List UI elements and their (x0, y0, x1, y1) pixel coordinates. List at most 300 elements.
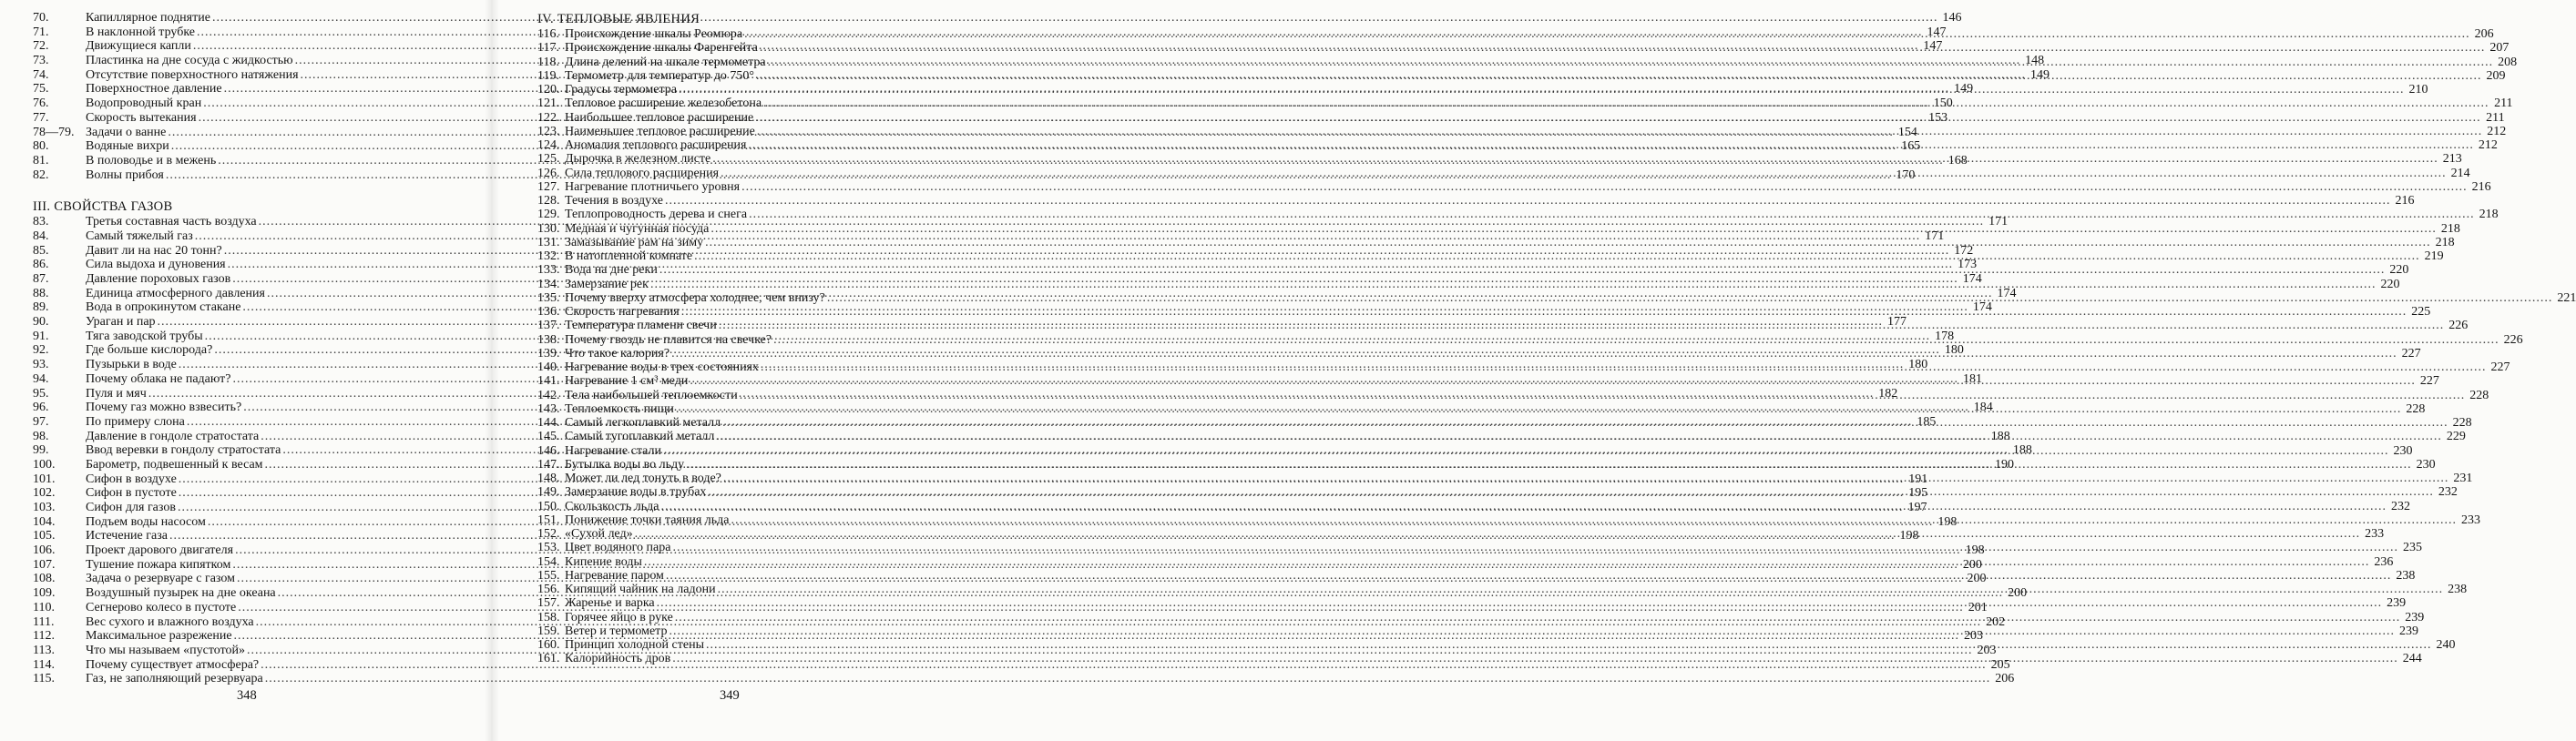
entry-page: 210 (2408, 83, 2428, 96)
entry-number: 93. (33, 358, 49, 372)
dot-leader (644, 555, 2370, 569)
entry-title: Подъем воды насосом (86, 514, 206, 529)
entry-title: Капиллярное поднятие (86, 11, 210, 25)
dot-leader (661, 500, 2387, 513)
entry-page: 201 (1968, 600, 1988, 614)
entry-title: Медная и чугунная посуда (565, 221, 710, 236)
dot-leader (755, 111, 2481, 125)
entry-number: 107. (33, 557, 56, 572)
entry-title: Кипение воды (565, 554, 642, 569)
entry-page: 239 (2387, 596, 2407, 611)
entry-title: Максимальное разрежение (86, 629, 232, 644)
dot-leader (760, 41, 2486, 55)
entry-number: 159. (537, 624, 560, 638)
dot-leader (657, 596, 2383, 610)
dot-leader (706, 638, 2432, 652)
dot-leader (757, 125, 2483, 138)
entry-page: 218 (2440, 221, 2460, 236)
entry-page: 227 (2490, 360, 2510, 374)
entry-number: 110. (33, 600, 55, 614)
dot-leader (669, 624, 2395, 638)
entry-page: 147 (1927, 25, 1947, 39)
entry-number: 106. (33, 543, 56, 558)
entry-number: 99. (33, 443, 49, 458)
entry-page: 219 (2424, 249, 2444, 263)
entry-number: 115. (33, 672, 55, 686)
entry-number: 78—79. (33, 125, 75, 139)
entry-title: Где больше кислорода? (86, 343, 213, 358)
entry-number: 118. (537, 55, 559, 69)
entry-page: 149 (1954, 82, 1974, 96)
entry-number: 73. (33, 54, 49, 68)
entry-title: Почему существует атмосфера? (86, 657, 260, 672)
entry-title: Давит ли на нас 20 тонн? (86, 243, 222, 258)
entry-number: 94. (33, 371, 49, 386)
entry-number: 126. (537, 166, 560, 180)
entry-number: 88. (33, 286, 49, 300)
dot-leader (671, 347, 2397, 360)
entry-title: Длина делений на шкале термометра (565, 55, 766, 69)
entry-number: 156. (537, 583, 560, 596)
dot-leader (827, 291, 2553, 305)
entry-title: Тела наибольшей теплоемкости (565, 388, 738, 402)
entry-page: 229 (2446, 430, 2466, 444)
dot-leader (635, 527, 2361, 541)
entry-title: Градусы термометра (565, 83, 677, 96)
dot-leader (756, 69, 2482, 83)
entry-number: 120. (537, 83, 560, 96)
entry-page: 148 (2025, 54, 2045, 68)
entry-page: 239 (2398, 624, 2418, 638)
entry-title: Сифон в пустоте (86, 486, 177, 501)
entry-title: Происхождение шкалы Реомюра (565, 27, 743, 41)
toc-entry (33, 672, 2015, 686)
entry-title: Проект дарового двигателя (86, 543, 234, 558)
entry-page: 198 (1899, 529, 1919, 543)
entry-number: 100. (33, 457, 56, 472)
entry-number: 82. (33, 167, 49, 182)
entry-page: 147 (1923, 39, 1943, 54)
entry-title: Вода на дне реки (565, 263, 658, 278)
entry-number: 142. (537, 388, 560, 402)
entry-number: 102. (33, 486, 56, 501)
entry-page: 173 (1958, 258, 1978, 272)
entry-title: Почему облака не падают? (86, 371, 231, 386)
entry-number: 127. (537, 179, 560, 194)
entry-page: 202 (1986, 614, 2006, 629)
entry-title: Водяные вихри (86, 139, 169, 154)
entry-title: Теплоемкость пищи (565, 401, 674, 416)
dot-leader (665, 194, 2391, 208)
entry-page: 168 (1947, 153, 1968, 167)
dot-leader (768, 56, 2494, 69)
dot-leader (212, 11, 1938, 25)
entry-number: 139. (537, 346, 560, 360)
entry-page: 200 (1967, 572, 1987, 586)
entry-page: 153 (1928, 110, 1948, 125)
entry-number: 84. (33, 228, 49, 243)
entry-title: Почему гвоздь не плавится на свечке? (565, 332, 772, 347)
entry-title: Вода в опрокинутом стакане (86, 300, 241, 315)
entry-page: 208 (2498, 55, 2518, 69)
entry-number: 130. (537, 221, 560, 236)
entry-page: 232 (2438, 485, 2458, 500)
entry-page: 195 (1908, 486, 1928, 501)
entry-page: 149 (2030, 67, 2050, 82)
entry-number: 151. (537, 513, 560, 527)
dot-leader (749, 208, 2475, 221)
entry-title: Замерзание воды в трубах (565, 485, 707, 500)
entry-page: 207 (2489, 41, 2510, 56)
entry-number: 128. (537, 194, 560, 208)
entry-title: Калорийность дров (565, 652, 671, 666)
dot-leader (686, 458, 2412, 472)
dot-leader (744, 27, 2470, 41)
entry-title: Происхождение шкалы Фаренгейта (565, 41, 758, 56)
entry-page: 239 (2405, 610, 2425, 624)
dot-leader (650, 278, 2377, 291)
entry-number: 153. (537, 541, 560, 555)
dot-leader (681, 305, 2407, 319)
entry-page: 198 (1937, 514, 1958, 529)
entry-number: 104. (33, 514, 56, 529)
dot-leader (719, 319, 2445, 332)
entry-number: 89. (33, 300, 49, 315)
entry-number: 121. (537, 96, 560, 111)
dot-leader (672, 652, 2398, 665)
entry-page: 225 (2411, 305, 2431, 319)
entry-page: 203 (1964, 629, 1984, 644)
entry-page: 233 (2460, 513, 2480, 527)
entry-number: 77. (33, 110, 49, 125)
entry-number: 131. (537, 235, 560, 249)
entry-number: 74. (33, 67, 49, 82)
entry-number: 92. (33, 343, 49, 358)
entry-page: 184 (1973, 401, 1993, 415)
entry-page: 181 (1963, 371, 1982, 386)
dot-leader (763, 96, 2489, 110)
entry-page: 244 (2402, 652, 2422, 666)
dot-leader (721, 167, 2447, 180)
dot-leader (708, 485, 2434, 499)
entry-page: 180 (1944, 343, 1964, 358)
entry-title: Ввод веревки в гондолу стратостата (86, 443, 281, 458)
entry-title: Задачи о ванне (86, 125, 167, 139)
entry-number: 109. (33, 586, 56, 601)
entry-page: 214 (2450, 166, 2470, 180)
entry-title: Пластинка на дне сосуда с жидкостью (86, 54, 293, 68)
entry-title: Горячее яйцо в руке (565, 610, 673, 624)
entry-title: Нагревание воды в трех состояниях (565, 360, 759, 374)
toc-entry (537, 194, 2415, 208)
entry-title: Аномалия теплового расширения (565, 138, 747, 152)
dot-leader (748, 138, 2474, 152)
dot-leader (672, 541, 2398, 554)
dot-leader (741, 180, 2468, 194)
entry-page: 171 (1925, 228, 1945, 243)
dot-leader (718, 583, 2444, 596)
entry-title: Что такое калория? (565, 346, 670, 360)
entry-page: 188 (2012, 443, 2032, 458)
entry-title: Что мы называем «пустотой» (86, 643, 246, 657)
entry-page: 227 (2419, 374, 2439, 389)
entry-title: Понижение точки таяния льда (565, 513, 730, 527)
entry-number: 111. (33, 614, 55, 629)
entry-page: 211 (2494, 96, 2513, 111)
entry-number: 148. (537, 472, 560, 485)
dot-leader (694, 249, 2420, 263)
entry-page: 180 (1908, 358, 1928, 372)
entry-page: 226 (2503, 332, 2523, 347)
toc-entry (537, 179, 2491, 194)
entry-page: 209 (2486, 68, 2506, 83)
entry-number: 114. (33, 657, 55, 672)
dot-leader (731, 513, 2457, 527)
entry-number: 91. (33, 329, 49, 343)
entry-page: 154 (1897, 125, 1917, 139)
entry-title: Замазывание рам на зиму (565, 235, 704, 249)
entry-number: 75. (33, 82, 49, 96)
section-title-thermal: IV. ТЕПЛОВЫЕ ЯВЛЕНИЯ (537, 12, 700, 26)
entry-title: Скорость нагревания (565, 305, 680, 319)
entry-number: 122. (537, 110, 560, 125)
entry-title: Цвет водяного пара (565, 541, 671, 555)
entry-title: Барометр, подвешенный к весам (86, 457, 263, 472)
entry-page: 228 (2452, 416, 2472, 430)
entry-number: 95. (33, 386, 49, 401)
entry-title: Вес сухого и влажного воздуха (86, 614, 254, 629)
entry-page: 218 (2479, 208, 2499, 222)
entry-number: 133. (537, 263, 560, 278)
entry-title: Поверхностное давление (86, 82, 222, 96)
entry-title: «Сухой лед» (565, 527, 633, 541)
entry-number: 124. (537, 138, 560, 152)
entry-number: 141. (537, 374, 560, 389)
entry-number: 161. (537, 652, 560, 666)
entry-title: Нагревание паром (565, 568, 664, 583)
entry-title: Самый тугоплавкий металл (565, 430, 715, 444)
entry-number: 125. (537, 152, 560, 167)
entry-page: 226 (2448, 319, 2469, 333)
entry-page: 174 (1972, 300, 1992, 315)
dot-leader (676, 402, 2402, 416)
entry-title: Отсутствие поверхностного натяжения (86, 67, 299, 82)
entry-number: 96. (33, 401, 49, 415)
entry-page: 231 (2453, 472, 2473, 485)
entry-title: Жаренье и варка (565, 596, 655, 611)
entry-title: Температура пламени свечи (565, 319, 717, 333)
entry-page: 227 (2401, 346, 2421, 360)
entry-page: 236 (2374, 554, 2394, 569)
entry-number: 132. (537, 249, 560, 263)
entry-title: Сифон для газов (86, 501, 176, 514)
entry-title: По примеру слона (86, 414, 185, 429)
entry-page: 213 (2442, 152, 2462, 167)
entry-number: 72. (33, 39, 49, 54)
entry-title: Волны прибоя (86, 167, 164, 182)
entry-title: Течения в воздухе (565, 194, 663, 208)
entry-number: 146. (537, 443, 560, 458)
entry-page: 174 (1997, 286, 2017, 300)
entry-title: Нагревание 1 см³ меди (565, 374, 689, 389)
entry-number: 97. (33, 414, 49, 429)
entry-number: 119. (537, 68, 559, 83)
entry-page: 221 (2557, 290, 2576, 305)
entry-number: 157. (537, 596, 560, 611)
dot-leader (722, 416, 2448, 430)
entry-page: 205 (1990, 657, 2010, 672)
entry-number: 138. (537, 332, 560, 347)
entry-page: 240 (2436, 638, 2456, 652)
entry-number: 136. (537, 305, 560, 319)
entry-page: 177 (1887, 315, 1907, 330)
entry-number: 147. (537, 457, 560, 472)
dot-leader (705, 236, 2431, 249)
entry-page: 182 (1878, 386, 1898, 401)
dot-leader (666, 569, 2392, 583)
entry-title: Задача о резервуаре с газом (86, 572, 235, 586)
entry-title: Самый легкоплавкий металл (565, 416, 721, 430)
entry-page: 165 (1901, 139, 1921, 154)
entry-title: Давление в гондоле стратостата (86, 429, 260, 443)
entry-title: Тепловое расширение железобетона (565, 96, 762, 111)
entry-number: 85. (33, 243, 49, 258)
entry-page: 216 (2395, 194, 2415, 208)
page-number-left: 348 (237, 688, 257, 703)
entry-page: 198 (1965, 543, 1985, 558)
entry-page: 172 (1954, 243, 1974, 258)
entry-page: 203 (1977, 643, 1997, 657)
entry-page: 178 (1935, 329, 1955, 343)
entry-title: Движущиеся капли (86, 39, 191, 54)
entry-page: 228 (2406, 401, 2426, 416)
entry-number: 137. (537, 319, 560, 333)
entry-page: 188 (1990, 429, 2010, 443)
entry-number: 80. (33, 139, 49, 154)
entry-number: 83. (33, 215, 49, 229)
entry-number: 117. (537, 41, 559, 56)
entry-number: 76. (33, 96, 49, 111)
entry-number: 101. (33, 472, 56, 486)
entry-title: Принцип холодной стены (565, 638, 704, 652)
entry-title: Нагревание плотничьего уровня (565, 179, 741, 194)
entry-page: 238 (2396, 568, 2416, 583)
entry-title: Истечение газа (86, 529, 168, 543)
entry-page: 150 (1933, 96, 1953, 111)
entry-number: 71. (33, 25, 49, 39)
entry-title: В половодье и в межень (86, 153, 217, 167)
entry-title: Пуля и мяч (86, 386, 147, 401)
entry-page: 220 (2389, 263, 2409, 278)
entry-page: 146 (1942, 11, 1962, 25)
entry-page: 206 (1995, 672, 2015, 686)
entry-page: 174 (1962, 272, 1982, 286)
entry-page: 200 (2008, 586, 2028, 601)
entry-number: 154. (537, 554, 560, 569)
entry-title: Газ, не заполняющий резервуара (86, 672, 263, 686)
entry-number: 145. (537, 430, 560, 444)
entry-title: Ураган и пар (86, 315, 156, 330)
entry-title: Самый тяжелый газ (86, 228, 193, 243)
entry-number: 134. (537, 277, 560, 291)
entry-title: Скользкость льда (565, 499, 659, 513)
entry-number: 149. (537, 485, 560, 500)
entry-number: 135. (537, 290, 560, 305)
entry-page: 200 (1962, 557, 1982, 572)
entry-number: 108. (33, 572, 56, 586)
entry-page: 218 (2435, 235, 2455, 249)
page-number-right: 349 (720, 688, 740, 703)
entry-number: 123. (537, 124, 560, 138)
section-title-gases: III. СВОЙСТВА ГАЗОВ (33, 199, 173, 215)
entry-page: 212 (2487, 124, 2507, 138)
entry-page: 191 (1908, 472, 1928, 486)
entry-number: 129. (537, 208, 560, 222)
entry-title: В наклонной трубке (86, 25, 196, 39)
entry-title: Наибольшее тепловое расширение (565, 110, 754, 125)
entry-title: Сегнерово колесо в пустоте (86, 600, 237, 614)
entry-number: 70. (33, 11, 49, 25)
entry-page: 228 (2469, 388, 2489, 402)
entry-page: 206 (2474, 27, 2494, 41)
entry-page: 216 (2471, 179, 2491, 194)
entry-title: Третья составная часть воздуха (86, 215, 257, 229)
entry-title: В натопленной комнате (565, 249, 693, 263)
entry-title: Тяга заводской трубы (86, 329, 203, 343)
entry-title: Водопроводный кран (86, 96, 202, 111)
entry-title: Дырочка в железном листе (565, 152, 711, 167)
entry-number: 143. (537, 401, 560, 416)
entry-title: Скорость вытекания (86, 110, 197, 125)
entry-title: Нагревание стали (565, 443, 661, 458)
dot-leader (690, 371, 2416, 388)
entry-title: Бутылка воды во льду (565, 457, 685, 472)
entry-title: Пузырьки в воде (86, 358, 177, 372)
dot-leader (663, 444, 2389, 458)
entry-page: 233 (2365, 527, 2385, 541)
entry-title: Почему газ можно взвесить? (86, 401, 242, 415)
entry-page: 197 (1907, 501, 1927, 514)
entry-number: 81. (33, 153, 49, 167)
dot-leader (710, 222, 2437, 236)
entry-page: 190 (1995, 457, 2015, 472)
entry-number: 103. (33, 501, 56, 514)
dot-leader (761, 360, 2487, 374)
entry-number: 152. (537, 527, 560, 541)
entry-title: Почему вверху атмосфера холоднее, чем внизу? (565, 290, 825, 305)
entry-number: 160. (537, 638, 560, 652)
entry-title: Давление пороховых газов (86, 272, 231, 286)
dot-leader (723, 472, 2449, 485)
entry-title: Сила выдоха и дуновения (86, 258, 226, 272)
entry-page: 230 (2416, 457, 2436, 472)
dot-leader (712, 152, 2438, 166)
entry-page: 230 (2393, 443, 2413, 458)
entry-title: Тушение пожара кипятком (86, 557, 231, 572)
entry-page: 211 (2486, 110, 2505, 125)
dot-leader (716, 430, 2442, 443)
dot-leader (659, 263, 2386, 277)
dot-leader (773, 333, 2499, 347)
entry-title: Термометр для температур до 750° (565, 68, 754, 83)
dot-leader (679, 83, 2405, 96)
entry-number: 98. (33, 429, 49, 443)
entry-number: 112. (33, 629, 55, 644)
entry-title: Наименьшее тепловое расширение (565, 124, 755, 138)
entry-page: 212 (2478, 138, 2498, 152)
entry-title: Теплопроводность дерева и снега (565, 208, 748, 222)
entry-title: Ветер и термометр (565, 624, 668, 638)
